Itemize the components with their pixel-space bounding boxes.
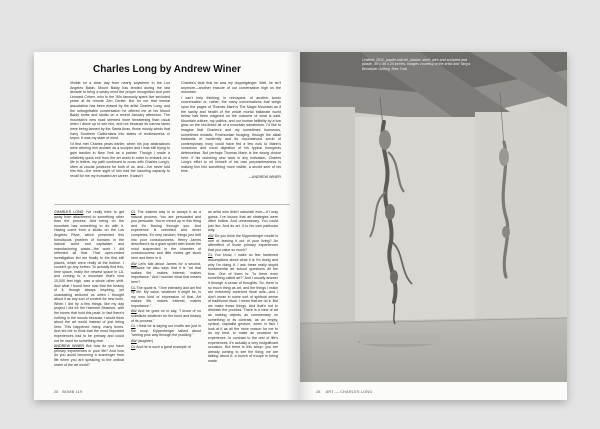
page-number: 26 (54, 390, 59, 394)
interview-column-3 (208, 210, 278, 384)
interview-paragraph (208, 234, 278, 252)
article-title: Charles Long by Andrew Winer (93, 64, 241, 75)
speech-text: Do you think the Kippenberger model is one of leaving it out of your living? An aftereffect of those primary experiences that you value so much? (208, 233, 278, 252)
page-number: 28 (316, 390, 321, 394)
speaker-name: CHARLES LONG (54, 210, 84, 214)
speaker-name: AW (131, 339, 137, 344)
folio-left (54, 390, 82, 394)
interview-paragraph (208, 253, 278, 363)
speech-text: I've really tried to get away from attachment to something other than the process. And being on the mountain has something to do with it. Having come from a studio on the Los Angeles River, which presented this tumultuous problem of humans in the natural world and capitalism and manufacturing waste—the work I did reflected all that. That open-ended investigation led me finally to the first still places, which were really at the bottom. I couldn't go any further. To actually find this, time space, really the newest space in LA, and coming to a mountain that's now 10,000 feet high, was a whole other shift. And what I found here now that the beauty of it, though always inspiring, yet unassisting seduced us when I thought about it as any sort of context for new work. When I did try a few things, like my day project I did for the Hammer Museum, with the bones that hold this peak. In fact there's nothing in the woods because I would think about the art world instead of just being here. This happened many, many times. And led me to think that the most important experiences had to be primary and could not be used for something else. (54, 210, 124, 343)
intro-paragraph: I'd first met Charles years earlier, when his pop abstractions were winning him acclaim as a sculptor and I was still trying to gain traction in New York as a painter. Though I made a relatively quick exit from the art world in order to embark on a life in letters, my path continued to cross with Charles Long's, often at crucial junctures for both of us, and—I've never told him this—the mere sight of him had the haunting capacity to recall for me my truncated art career. It wasn't (70, 141, 170, 178)
interview-paragraph (131, 345, 201, 350)
speaker-name: CL (131, 324, 136, 329)
speech-text: Let's talk about James for a second, because he also says that it is "art that makes life, makes interest, makes importance." And I wonder what that means here? (131, 261, 201, 284)
speech-text: (laughter) (136, 339, 154, 344)
interview-paragraph (54, 344, 124, 367)
speech-text: The easiest way is to accept it as a natural process. You are persuaded and you persuade. You're mixed up in this thing and it's flowing through you. And experience is unlimited and never completes. It's very random, things just drift into your consciousness. Henry James described it as a giant spider web inside the mind suspended in the chamber of consciousness and little motes get stuck here and there in it. (131, 210, 201, 260)
interview-column-1 (54, 210, 124, 384)
interview-paragraph (131, 262, 201, 285)
intro-paragraph: Visible on a clear day from nearly anywhere in the Los Angeles Basin, Mount Baldy has tended during the last decade to bring a weary mind the proper recognition and poet Leonard Cohen, who in the '90s famously spent five secluded years at its remote Zen Center. But for me that mental association has been erased by the artist Charles Long, and the unforgettable conversation he offered me at his Mount Baldy home and studio on a recent January afternoon. The mountain's new road seemed more threatening than usual when I drove up to see him, and not because its narrow lanes were being fanned by the Santa Anas, those moody winds that harry Southern Californians into states of recklessness or torpor. It was my state of mind. (70, 81, 170, 141)
interview-paragraph (54, 210, 124, 343)
section-divider (54, 204, 290, 205)
interview-paragraph (131, 324, 201, 338)
speech-text: an artist who didn't calculate ever—if I may guess. I've known that art strategies were often hollow. And unnecessary. You could just live. And do art. It is his own particular way. (208, 210, 278, 233)
intro-paragraph: I can't help thinking, in retrospect, of another iconic conversation or, rather, the many conversations that weigh upon the pages of Thomas Mann's The Magic Mountain as if the sanity and health of the whole mortal Italianate world below has been wagered on the outcome of what is said. Mountain culture, my politics, and our human fallibility by a low glow on the red-tinted air of a mountain sanatorium. I'd like to imagine that Charles's and my sometimes humorous, sometimes ecstatic, Emersonian foraging, through the alkali badlands of modernity and its mountainous scrub of contemporary irony could have fed a few nuts to Mann's conscious and vocal digestion of his typical bourgeois defenceless. But perhaps Thomas Mann is the wrong choice here. If his ravishing new work is any indication, Charles Long's effort to rid himself of his own purposelessness is making him into something more visible, a secret seer of his time. (181, 95, 281, 174)
right-page (300, 52, 567, 400)
photo-caption: Untitled, 2011, papier-mâché, plaster, steel, wire and sculpted and plastic, 90 x 36 x 24 inches. Images courtesy of the artist and Tanya Bonakdar Gallery, New York. (362, 58, 470, 71)
magazine-name: BOMB 119 (62, 390, 83, 394)
speaker-name: CL (131, 210, 136, 214)
intro-column-2 (181, 81, 281, 201)
speech-text: And he goes on to say, "I know of no substitute whatever for the force and beauty of its process." (131, 309, 201, 323)
intro-column-1 (70, 81, 170, 201)
speech-text: But how do you have primary experiences in your life? And how do you avoid becoming a scavenger from life when you are speaking to the ordinal realm of the art world? (54, 344, 124, 367)
speaker-name: CL (131, 344, 136, 349)
gallery-scene (300, 52, 567, 382)
interview-paragraph (131, 210, 201, 261)
speech-text: And he is such a great example of (135, 344, 191, 349)
folio-right (316, 390, 372, 394)
speaker-name: AW (131, 261, 137, 266)
interview-column-2 (131, 210, 201, 384)
speech-text: The quote is, "I live intensely and am fed by life. My value, whatever it might be, is my own kind of expression of that. Art makes life, makes interest, makes importance." (131, 285, 201, 308)
interview-paragraph (208, 210, 278, 233)
speaker-name: CL (208, 253, 213, 258)
interview-paragraph (131, 339, 201, 344)
speaker-name: AW (131, 309, 137, 314)
speaker-name: CL (131, 285, 136, 290)
gutter-shadow (300, 52, 314, 400)
speech-text: You know, I make so few hardened assumptions about what it is I'm doing and why I'm doing it. I ask these really stupid fundamental art school questions all the time. One of them is: "Is there even something called art?" And I usually answer it through a sense of thoughts. So, there is so much thing as art, and the things I make are extremely contrived ritual acts—and I don't mean in some sort of spiritual sense of traditional ritual. I mean that we do it. But we make these things. And that's not to diminish the process. There is a view of art as making objects as commentary on something or its contrast, as an empty, cynical, capitalist gesture, when in fact I look at it as all the more reason for me to do my best, to make an occasion for experience. In contrast to the rest of life's experiences, it's actually a very insignificant occasion. But there is this setup: you are already coming to see the thing; we are talking about it; a bunch of troupe is being made (208, 253, 278, 363)
byline: —ANDREW WINER (248, 174, 281, 179)
section-label: ART — CHARLES LONG (325, 390, 373, 394)
interview-paragraph (131, 286, 201, 309)
left-page (34, 52, 300, 400)
magazine-spread (34, 52, 567, 400)
intro-paragraph: Charles's fault that he was my doppelgänger. Well, he isn't anymore—another erasure of our conversation high on the mountain. (181, 81, 281, 95)
speech-text: I think he is saying our motifs are just in the soup. Kippenberger talked about "seeing your way through the pudding." (131, 324, 201, 338)
interview-paragraph (131, 309, 201, 323)
speaker-name: ANDREW WINER (54, 344, 85, 349)
gutter-shadow (286, 52, 300, 400)
speaker-name: AW (208, 233, 214, 238)
sculpture-photo (300, 52, 567, 382)
